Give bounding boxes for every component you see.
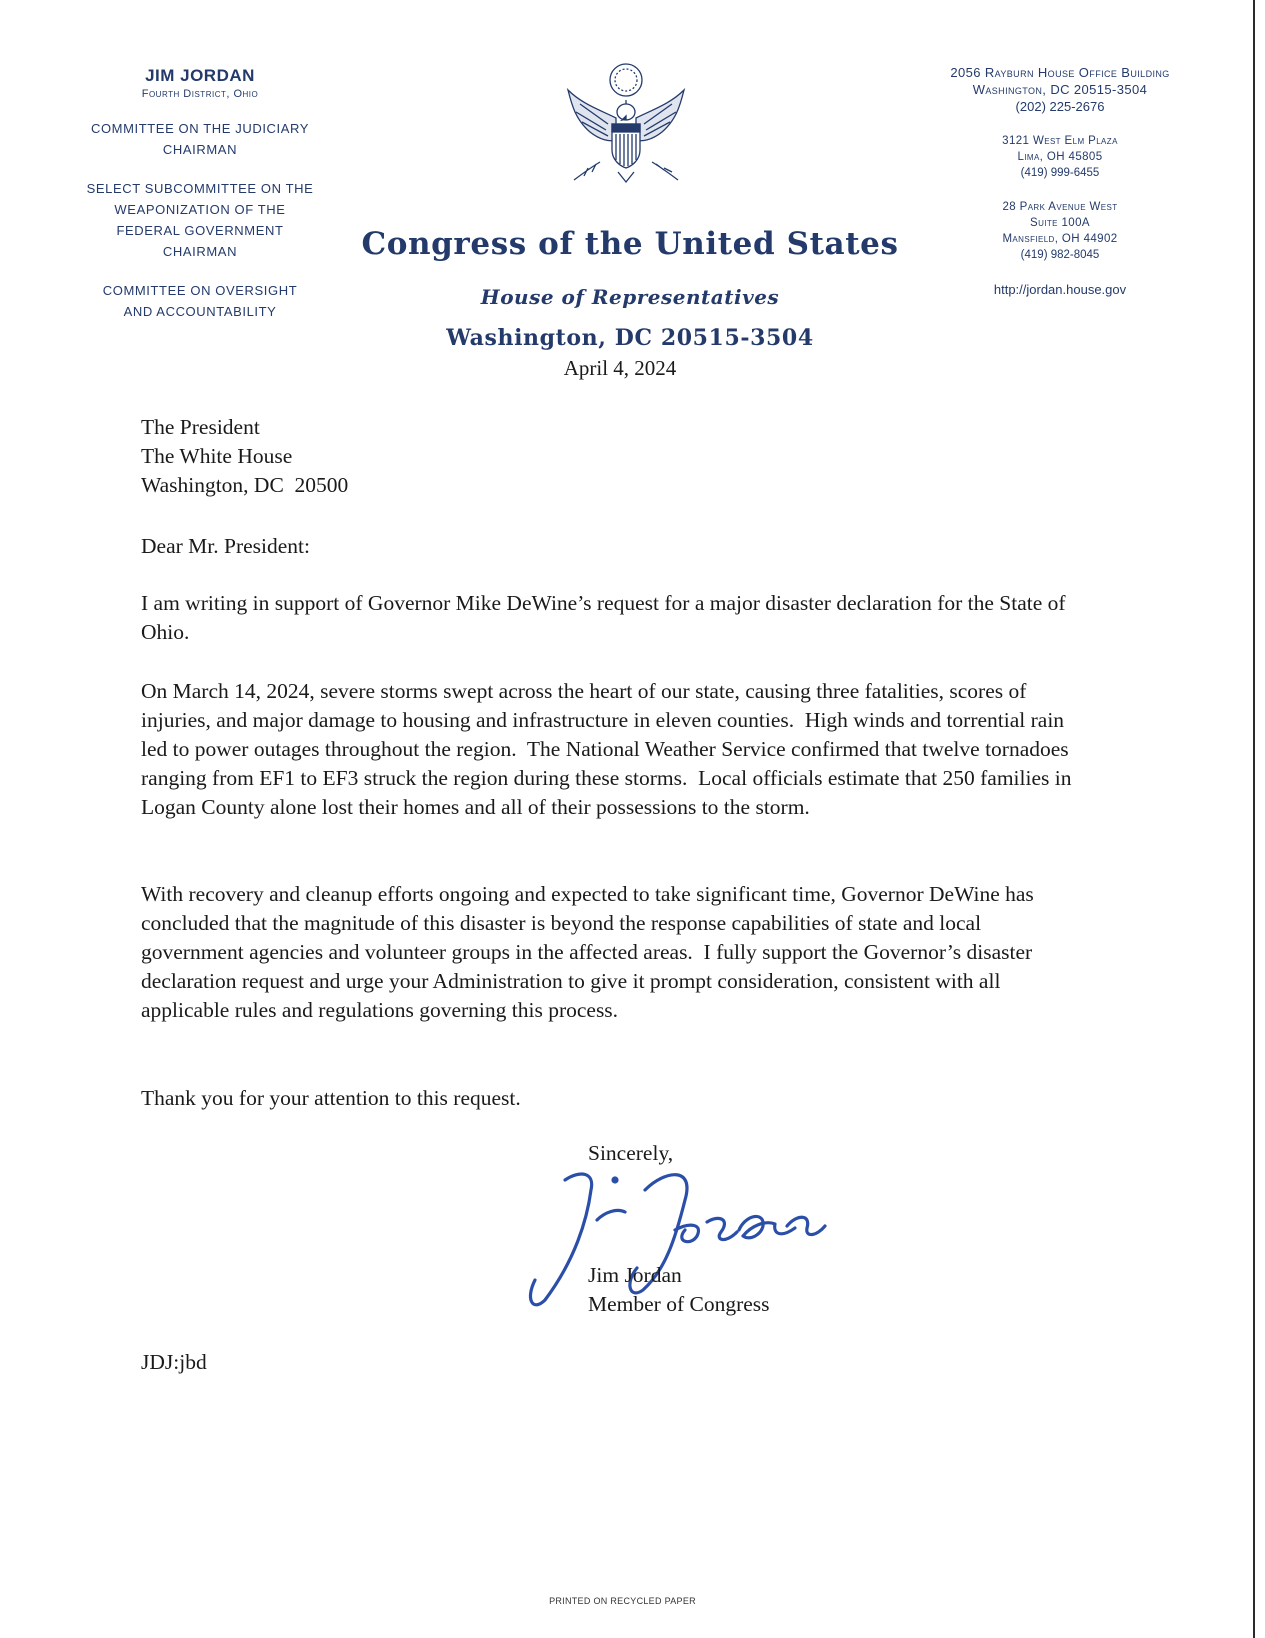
- committee-oversight: [60, 280, 340, 322]
- committee-line: SELECT SUBCOMMITTEE ON THE: [86, 181, 314, 196]
- signer-name: Jim Jordan: [588, 1263, 682, 1287]
- office-line: Washington, DC 20515-3504: [972, 82, 1148, 97]
- committee-judiciary: [60, 118, 340, 160]
- office-line: Lima, OH 45805: [1017, 151, 1103, 163]
- house-title: House of Representatives: [480, 285, 780, 309]
- reference-initials: JDJ:jbd: [141, 1350, 207, 1374]
- recipient-address: [141, 413, 1121, 500]
- address-line: The White House: [141, 444, 293, 468]
- office-mansfield: [925, 199, 1195, 263]
- committee-line: COMMITTEE ON OVERSIGHT: [102, 283, 298, 298]
- paragraph-4: Thank you for your attention to this request.: [141, 1086, 521, 1110]
- paragraph-1: I am writing in support of Governor Mike DeWine’s request for a major disaster declaration for the State of Ohio.: [141, 591, 1071, 644]
- signer-block: [588, 1261, 770, 1319]
- office-phone: (419) 982-8045: [1020, 249, 1100, 261]
- paragraph-3: With recovery and cleanup efforts ongoing and expected to take significant time, Governor DeWine has concluded that the magnitude of this disaster is beyond the response capabilities of state and local government agencies and volunteer groups in the affected areas. I fully support the Governor’s disaster declaration request and urge your Administration to give it prompt consideration, consistent with all applicable rules and regulations governing this process.: [141, 882, 1040, 1022]
- office-line: Mansfield, OH 44902: [1002, 233, 1118, 245]
- committee-line: WEAPONIZATION OF THE: [114, 202, 286, 217]
- paragraph-2: On March 14, 2024, severe storms swept across the heart of our state, causing three fatalities, scores of injuries, and major damage to housing and infrastructure in eleven counties. High winds and torrential rain led to power outages throughout the region. The National Weather Service confirmed that twelve tornadoes ranging from EF1 to EF3 struck the region during these storms. Local officials estimate that 250 families in Logan County alone lost their homes and all of their possessions to the storm.: [141, 679, 1077, 819]
- letterhead-right: [925, 64, 1195, 298]
- office-line: 3121 West Elm Plaza: [1002, 135, 1118, 147]
- website-link[interactable]: http://jordan.house.gov: [993, 282, 1127, 297]
- office-line: 2056 Rayburn House Office Building: [950, 65, 1170, 80]
- salutation: Dear Mr. President:: [141, 534, 310, 558]
- office-dc: [925, 64, 1195, 115]
- letterhead-left: [60, 66, 340, 322]
- member-name: JIM JORDAN: [145, 66, 255, 85]
- page-edge: [1253, 0, 1255, 1638]
- committee-line: AND ACCOUNTABILITY: [123, 304, 277, 319]
- signer-title: Member of Congress: [588, 1292, 770, 1316]
- committee-line: CHAIRMAN: [162, 142, 238, 157]
- committee-line: COMMITTEE ON THE JUDICIARY: [90, 121, 310, 136]
- letter-date: April 4, 2024: [563, 356, 677, 380]
- office-line: 28 Park Avenue West: [1002, 201, 1118, 213]
- closing: Sincerely,: [588, 1141, 674, 1165]
- committee-line: FEDERAL GOVERNMENT: [116, 223, 284, 238]
- office-phone: (202) 225-2676: [1015, 99, 1105, 114]
- office-lima: [925, 133, 1195, 181]
- member-district: Fourth District, Ohio: [141, 88, 259, 100]
- office-phone: (419) 999-6455: [1020, 167, 1100, 179]
- committee-line: CHAIRMAN: [162, 244, 238, 259]
- office-line: Suite 100A: [1030, 217, 1090, 229]
- congress-title: Congress of the United States: [361, 226, 899, 262]
- address-line: The President: [141, 415, 260, 439]
- recycled-paper-note: PRINTED ON RECYCLED PAPER: [549, 1596, 696, 1606]
- city-zip: Washington, DC 20515-3504: [446, 325, 814, 351]
- great-seal-icon: [560, 60, 692, 190]
- address-line: Washington, DC 20500: [141, 473, 349, 497]
- committee-weaponization: [60, 178, 340, 262]
